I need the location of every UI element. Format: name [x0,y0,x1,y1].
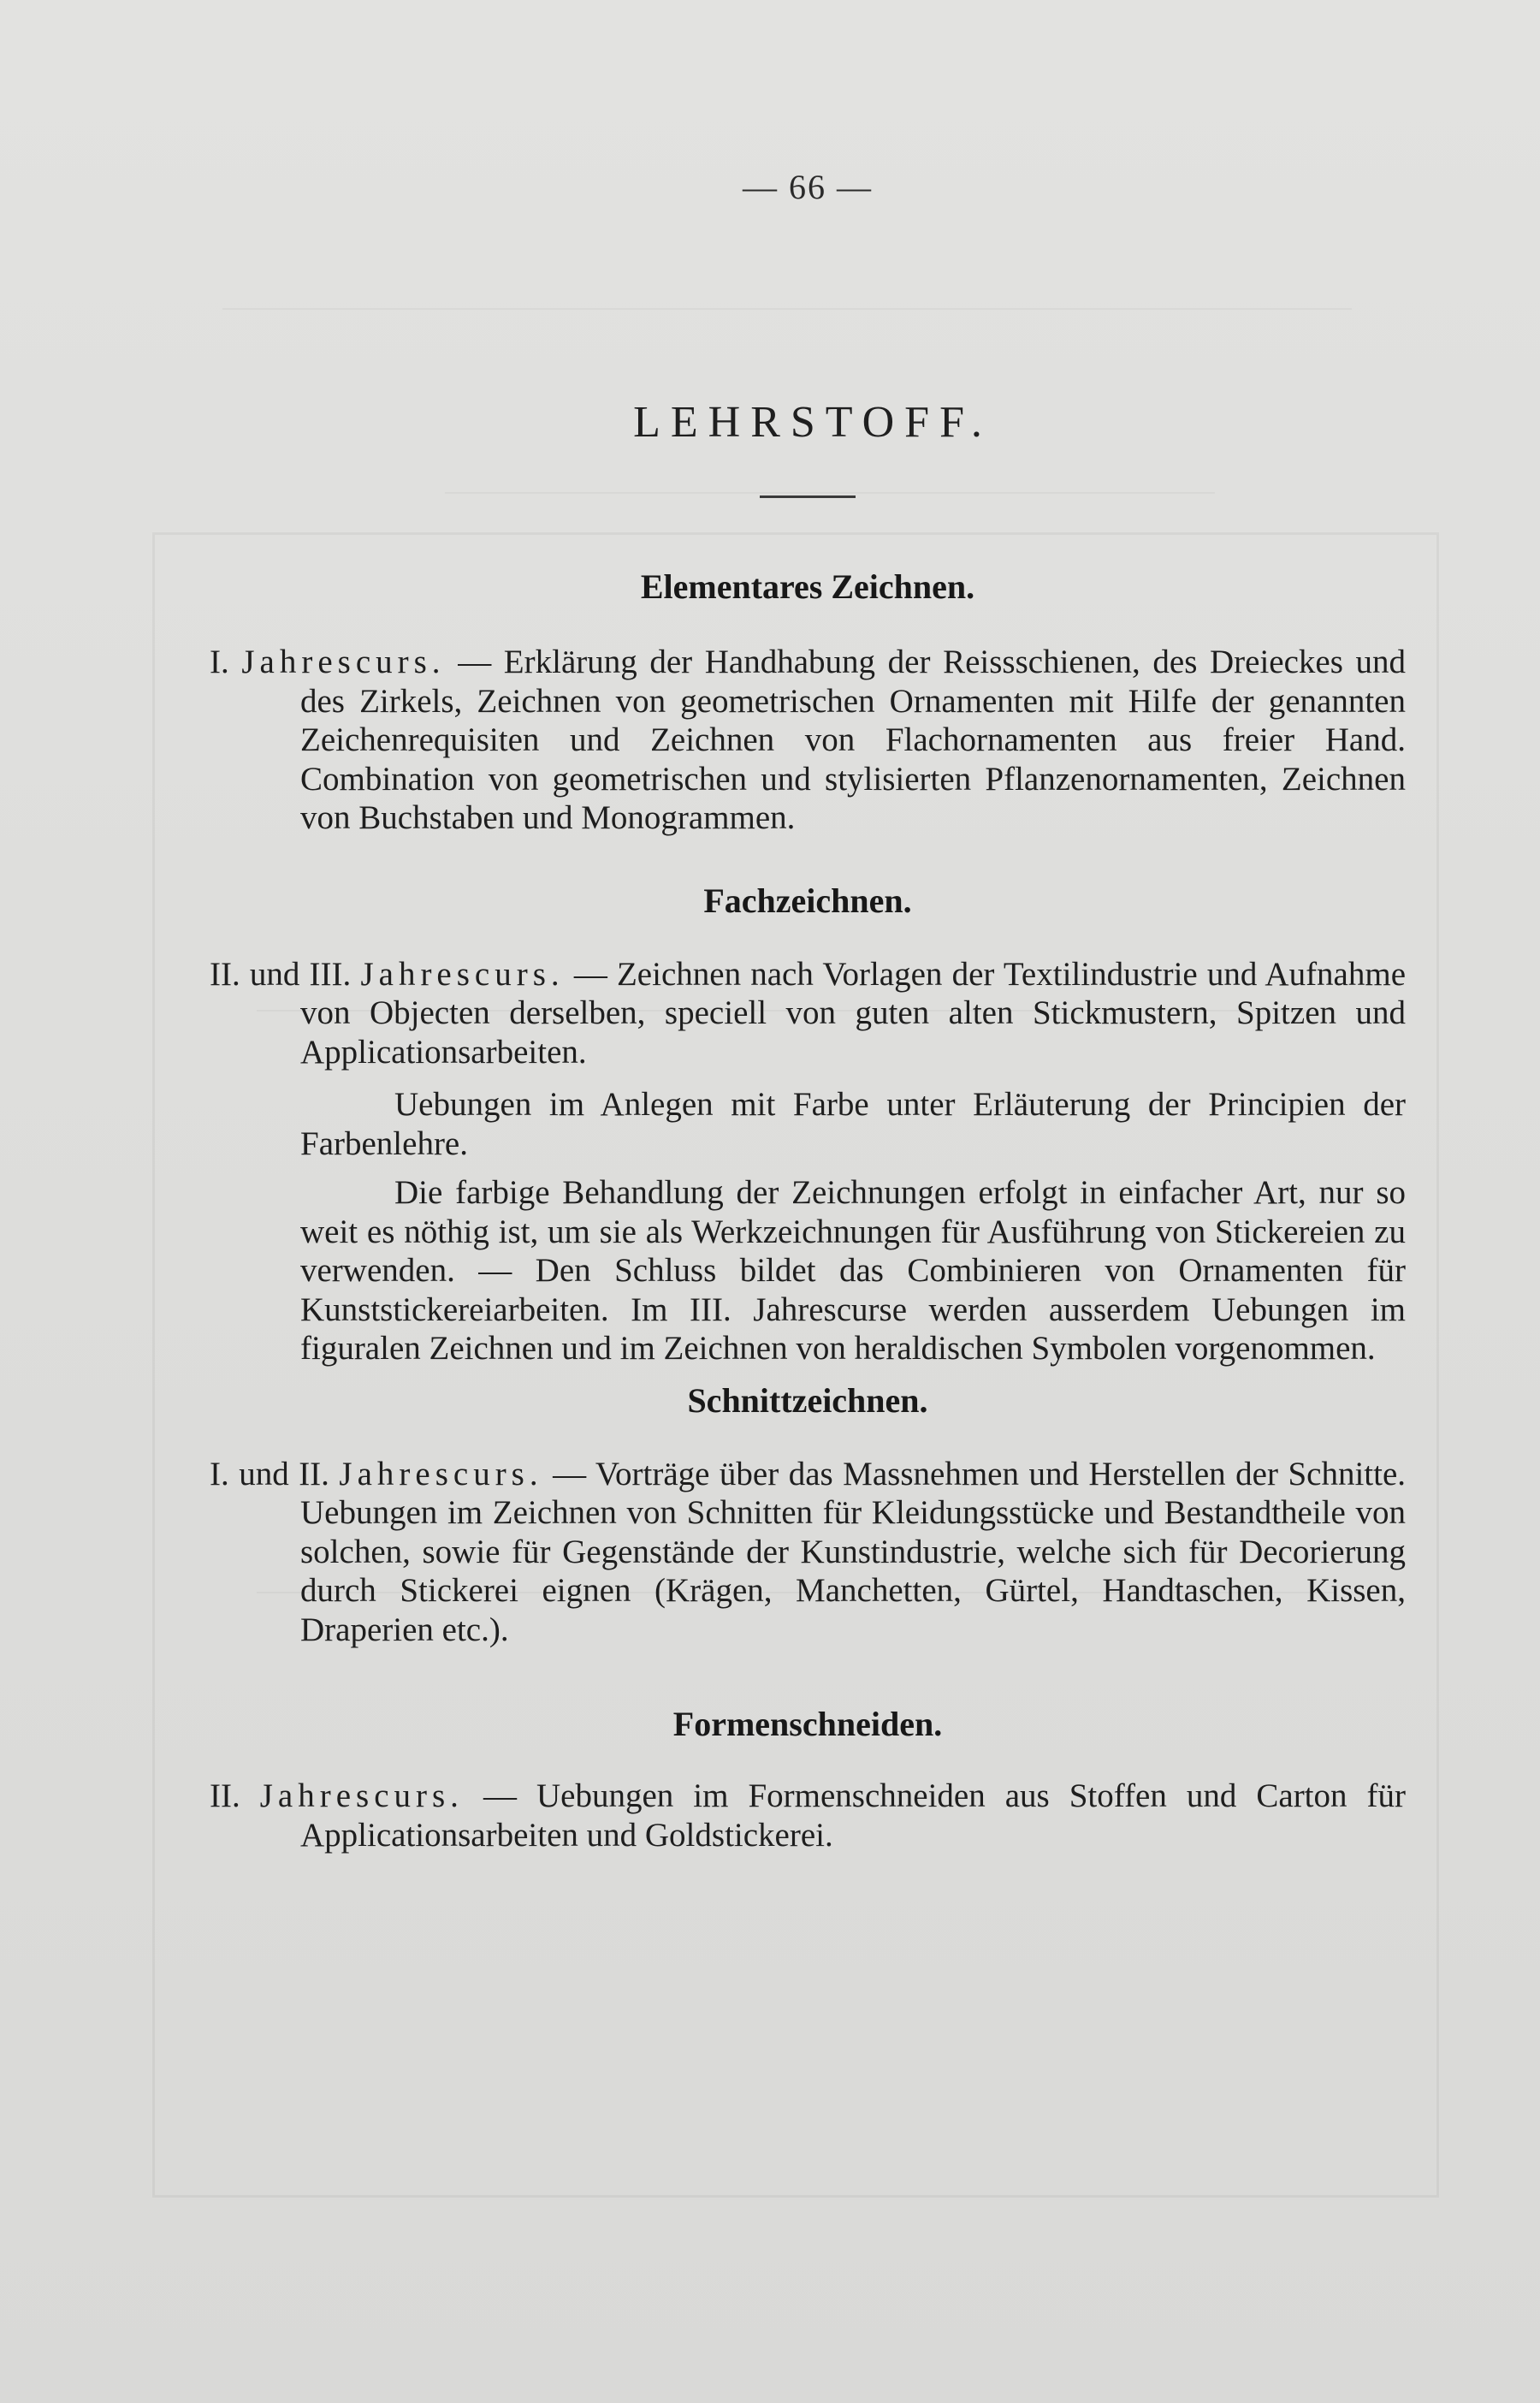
section-heading-fachzeichnen: Fachzeichnen. [703,881,912,920]
section-heading-schnittzeichnen: Schnittzeichnen. [687,1380,928,1420]
course-lead: I. [210,644,229,680]
course-text: — Vorträge über das Massnehmen und Herstellen der Schnitte. Uebungen im Zeichnen von Schnitten für Kleidungsstücke und Bestandtheile von solchen, sowie für Gegenstände der Kunstindustrie, welche sich für Decorierung durch Stickerei eignen (Krägen, Manchetten, Gürtel, Handtaschen, Kissen, Draperien etc.). [300,1455,1407,1648]
course-text: — Uebungen im Formenschneiden aus Stoffen und Carton für Applicationsarbeiten und Goldstickerei. [300,1777,1406,1854]
course-entry [210,1455,1406,1650]
course-label: Jahrescurs. [241,644,446,680]
course-text: — Zeichnen nach Vorlagen der Textilindustrie und Aufnahme von Objecten derselben, speciell von guten alten Stickmustern, Spitzen und Applicationsarbeiten. [300,955,1407,1071]
page-content [210,167,1406,1854]
title-divider [760,495,856,498]
section-heading-elementares-zeichnen: Elementares Zeichnen. [640,567,975,606]
section-heading-formenschneiden: Formenschneiden. [672,1705,943,1743]
body-paragraph: Die farbige Behandlung der Zeichnungen erfolgt in einfacher Art, nur so weit es nöthig ist, um sie als Werkzeichnungen für Ausführung von Stickereien zu verwenden. — Den Schluss bildet das Combinieren von Ornamenten für Kunststickereiarbeiten. Im III. Jahrescurse werden ausserdem Uebungen im figuralen Zeichnen und im Zeichnen von heraldischen Symbolen vorgenommen. [300,1174,1406,1367]
course-label: Jahrescurs. [339,1455,543,1492]
body-paragraph: Uebungen im Anlegen mit Farbe unter Erläuterung der Principien der Farbenlehre. [300,1086,1406,1162]
course-lead: II. [210,1777,240,1814]
course-entry [210,643,1406,838]
course-entry [210,955,1406,1072]
course-label: Jahrescurs. [259,1777,464,1814]
course-lead: I. und II. [210,1455,329,1492]
page-number: — 66 — [743,168,873,206]
course-lead: II. und III. [210,955,352,993]
course-text: — Erklärung der Handhabung der Reissschienen, des Dreieckes und des Zirkels, Zeichnen von geometrischen Ornamenten mit Hilfe der genannten Zeichenrequisiten und Zeichnen von Flachornamenten aus freier Hand. Combination von geometrischen und stylisierten Pflanzenornamenten, Zeichnen von Buchstaben und Monogrammen. [300,644,1407,836]
course-label: Jahrescurs. [360,955,565,993]
page-title: LEHRSTOFF. [633,398,992,447]
course-entry [210,1777,1406,1854]
